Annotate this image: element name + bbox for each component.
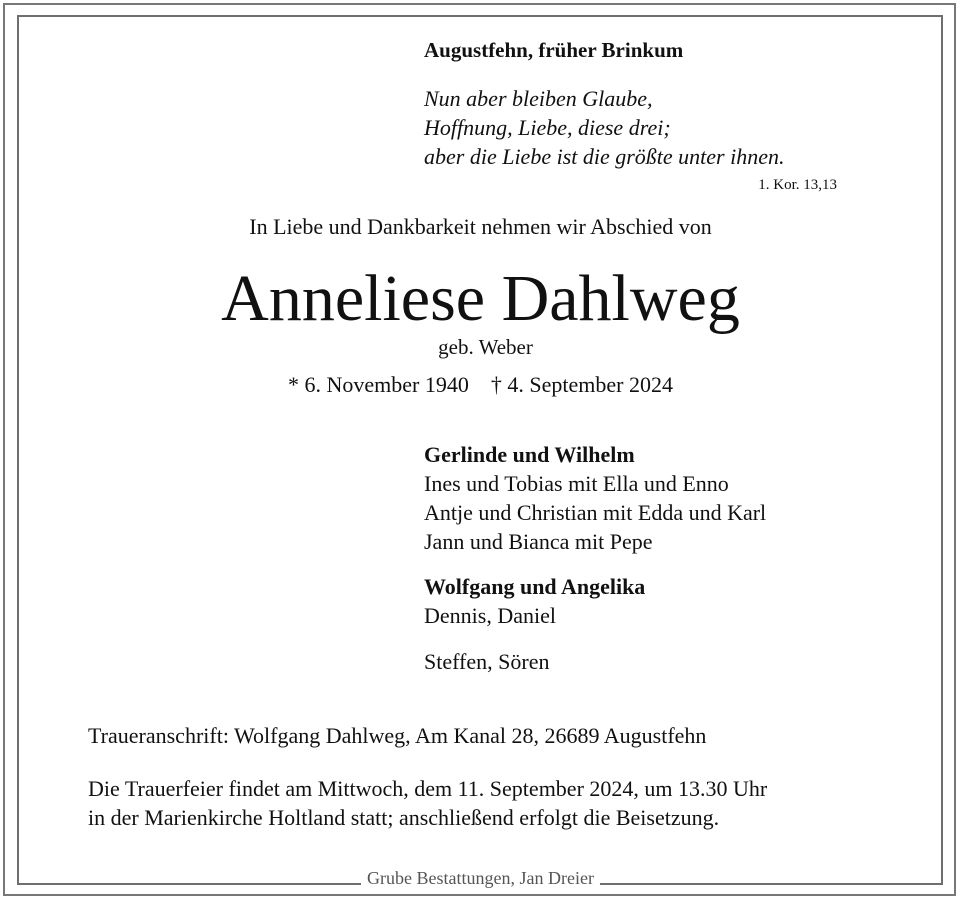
service-line: in der Marienkirche Holtland statt; anschließend erfolgt die Beisetzung. — [88, 805, 720, 830]
mourner-group — [424, 440, 766, 556]
service-line: Die Trauerfeier findet am Mittwoch, dem 11. September 2024, um 13.30 Uhr — [88, 776, 768, 801]
funeral-home-credit-text: Grube Bestattungen, Jan Dreier — [361, 868, 600, 888]
mourning-address: Traueranschrift: Wolfgang Dahlweg, Am Kanal 28, 26689 Augustfehn — [88, 723, 707, 748]
bible-verse — [424, 84, 785, 171]
mourner-group-head: Wolfgang und Angelika — [424, 574, 646, 599]
place-heading: Augustfehn, früher Brinkum — [424, 38, 684, 62]
mourner-group — [424, 572, 645, 630]
maiden-name-text: geb. Weber — [438, 335, 533, 359]
mourner-group-head: Gerlinde und Wilhelm — [424, 442, 635, 467]
verse-line: Hoffnung, Liebe, diese drei; — [424, 115, 671, 140]
verse-line: Nun aber bleiben Glaube, — [424, 86, 653, 111]
mourner-line: Ines und Tobias mit Ella und Enno — [424, 471, 729, 496]
verse-line: aber die Liebe ist die größte unter ihnen. — [424, 144, 785, 169]
maiden-name — [0, 335, 961, 360]
mourner-line: Antje und Christian mit Edda und Karl — [424, 500, 767, 525]
service-info — [88, 774, 767, 832]
mourner-line: Steffen, Sören — [424, 649, 550, 674]
mourner-group — [424, 647, 549, 676]
deceased-name: Anneliese Dahlweg — [221, 262, 740, 335]
mourner-line: Jann und Bianca mit Pepe — [424, 529, 653, 554]
verse-reference: 1. Kor. 13,13 — [758, 177, 837, 193]
mourner-line: Dennis, Daniel — [424, 603, 556, 628]
death-date: † 4. September 2024 — [490, 372, 673, 397]
funeral-home-credit — [0, 868, 961, 889]
intro-text: In Liebe und Dankbarkeit nehmen wir Abschied von — [249, 214, 712, 239]
life-dates — [0, 372, 961, 398]
birth-date: * 6. November 1940 — [288, 372, 469, 397]
